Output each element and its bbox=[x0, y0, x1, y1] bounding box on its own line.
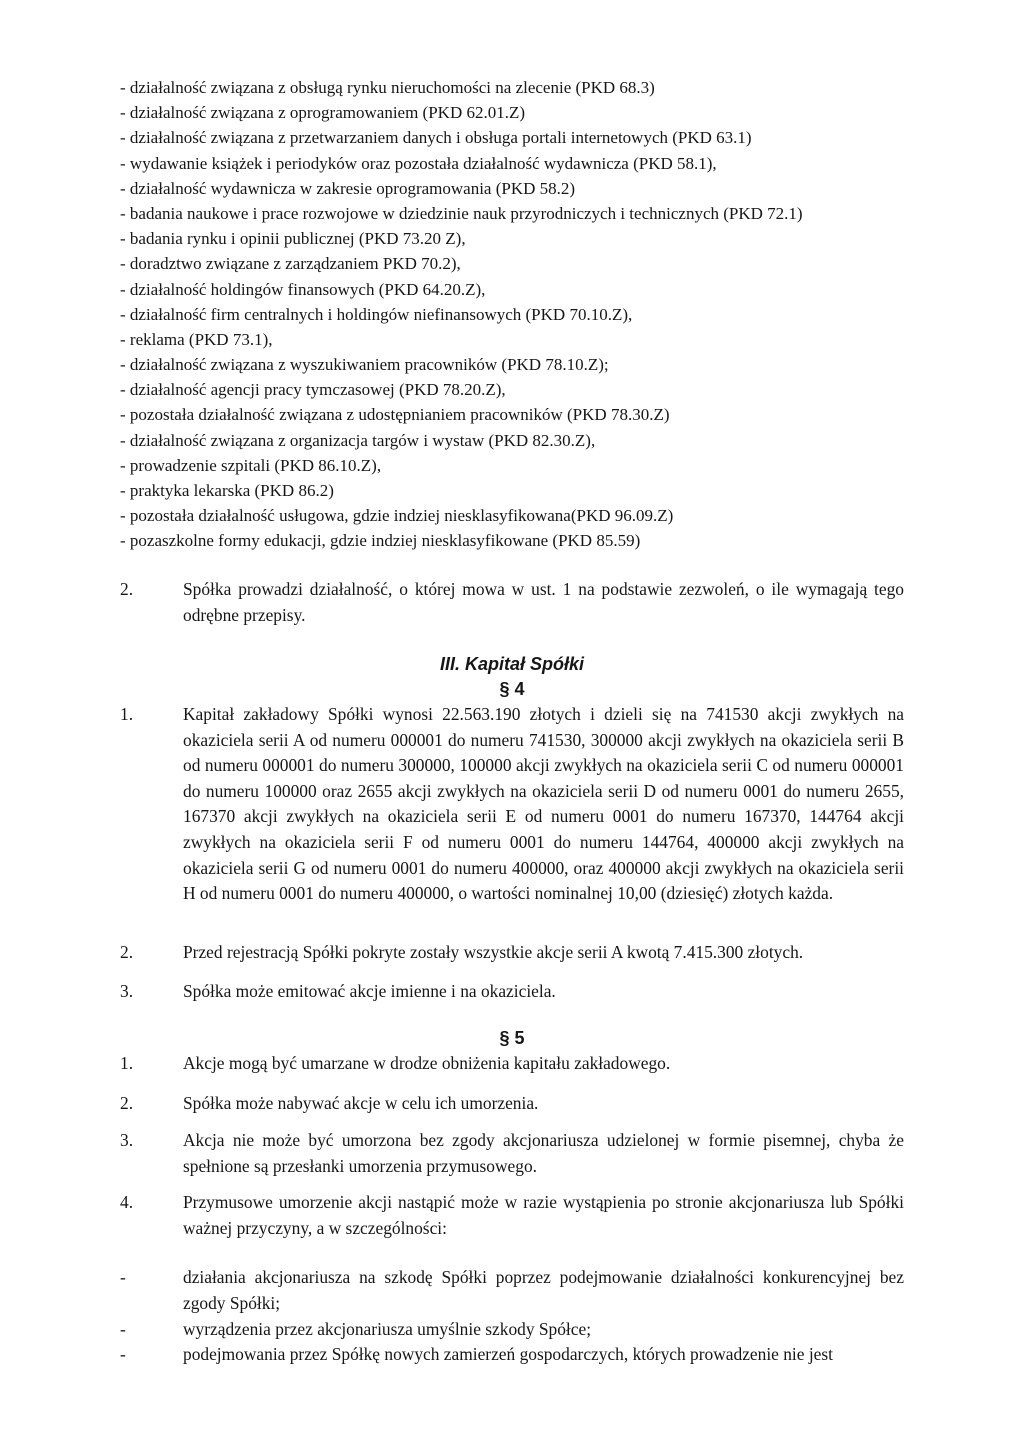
list-item: - działalność holdingów finansowych (PKD 64.20.Z), bbox=[120, 279, 486, 299]
list-item: - działalność związana z przetwarzaniem danych i obsługa portali internetowych (PKD 63.1) bbox=[120, 128, 752, 148]
list-item: - pozostała działalność usługowa, gdzie indziej niesklasyfikowana(PKD 96.09.Z) bbox=[120, 506, 674, 526]
item-number: 3. bbox=[120, 981, 134, 1001]
list-item: - doradztwo związane z zarządzaniem PKD 70.2), bbox=[120, 254, 461, 274]
list-item: - wydawanie książek i periodyków oraz pozostała działalność wydawnicza (PKD 58.1), bbox=[120, 153, 717, 173]
list-item: - działalność wydawnicza w zakresie oprogramowania (PKD 58.2) bbox=[120, 178, 576, 198]
paragraph-5-item-2 bbox=[120, 1091, 920, 1117]
item-number: 1. bbox=[120, 704, 134, 724]
pkd-activity-list bbox=[120, 75, 920, 554]
paragraph-5-bullet-1 bbox=[120, 1265, 920, 1316]
item-text: Spółka może emitować akcje imienne i na okaziciela. bbox=[183, 981, 556, 1001]
list-item: - działalność związana z oprogramowaniem (PKD 62.01.Z) bbox=[120, 103, 526, 123]
item-text: Kapitał zakładowy Spółki wynosi 22.563.190 złotych i dzieli się na 741530 akcji zwykłych na okaziciela serii A od numeru 000001 do numeru 741530, 300000 akcji zwykłych na okaziciela serii B od numeru 000001 do numeru 300000, 100000 akcji zwykłych na okaziciela serii C od numeru 000001 do numeru 100000 oraz 2655 akcji zwykłych na okaziciela serii D od numeru 0001 do numeru 2655, 167370 akcji zwykłych na okaziciela serii E od numeru 0001 do numeru 167370, 144764 akcji zwykłych na okaziciela serii F od numeru 0001 do numeru 144764, 400000 akcji zwykłych na okaziciela serii G od numeru 0001 do numeru 400000, oraz 400000 akcji zwykłych na okaziciela serii H od numeru 0001 do numeru 400000, o wartości nominalnej 10,00 (dziesięć) złotych każda. bbox=[183, 704, 904, 904]
bullet-text: podejmowania przez Spółkę nowych zamierzeń gospodarczych, których prowadzenie nie jest bbox=[183, 1344, 833, 1364]
section-title: III. Kapitał Spółki bbox=[439, 654, 585, 674]
list-item: - działalność związana z organizacja targów i wystaw (PKD 82.30.Z), bbox=[120, 430, 596, 450]
paragraph-5-bullet-2 bbox=[120, 1317, 920, 1343]
paragraph-5-item-4 bbox=[120, 1190, 920, 1241]
item-text: Akcja nie może być umorzona bez zgody akcjonariusza udzielonej w formie pisemnej, chyba że spełnione są przesłanki umorzenia przymusowego. bbox=[183, 1130, 904, 1176]
paragraph-4-item-3 bbox=[120, 979, 920, 1005]
list-item: - praktyka lekarska (PKD 86.2) bbox=[120, 481, 334, 500]
bullet-text: wyrządzenia przez akcjonariusza umyślnie szkody Spółce; bbox=[183, 1319, 592, 1339]
list-item: - pozaszkolne formy edukacji, gdzie indziej niesklasyfikowane (PKD 85.59) bbox=[120, 531, 641, 551]
list-item: - pozostała działalność związana z udostępnianiem pracowników (PKD 78.30.Z) bbox=[120, 405, 670, 425]
list-item: - badania naukowe i prace rozwojowe w dziedzinie nauk przyrodniczych i technicznych (PKD 72.1) bbox=[120, 203, 803, 223]
item-number: 2. bbox=[120, 942, 134, 962]
item-number: 2. bbox=[120, 579, 134, 599]
bullet-text: działania akcjonariusza na szkodę Spółki poprzez podejmowanie działalności konkurencyjnej bez zgody Spółki; bbox=[183, 1267, 904, 1313]
item-number: 2. bbox=[120, 1093, 134, 1113]
paragraph-4-label: § 4 bbox=[499, 679, 525, 699]
list-item: - działalność firm centralnych i holdingów niefinansowych (PKD 70.10.Z), bbox=[120, 304, 633, 324]
paragraph-5-item-3 bbox=[120, 1128, 920, 1179]
list-item: - prowadzenie szpitali (PKD 86.10.Z), bbox=[120, 455, 382, 475]
paragraph-5-label: § 5 bbox=[499, 1028, 525, 1048]
item-number: 4. bbox=[120, 1192, 134, 1212]
item-text: Spółka może nabywać akcje w celu ich umorzenia. bbox=[183, 1093, 539, 1113]
item-text: Przymusowe umorzenie akcji nastąpić może w razie wystąpienia po stronie akcjonariusza lub Spółki ważnej przyczyny, a w szczególności: bbox=[183, 1192, 904, 1238]
item-number: 1. bbox=[120, 1053, 134, 1073]
list-item: - działalność związana z obsługą rynku nieruchomości na zlecenie (PKD 68.3) bbox=[120, 78, 655, 97]
paragraph-3-item-2 bbox=[120, 577, 920, 628]
item-text: Przed rejestracją Spółki pokryte zostały wszystkie akcje serii A kwotą 7.415.300 złotych. bbox=[183, 942, 804, 962]
bullet-dash: - bbox=[120, 1344, 126, 1364]
list-item: - badania rynku i opinii publicznej (PKD 73.20 Z), bbox=[120, 229, 466, 249]
item-text: Akcje mogą być umarzane w drodze obniżenia kapitału zakładowego. bbox=[183, 1053, 671, 1073]
bullet-dash: - bbox=[120, 1267, 126, 1287]
list-item: - działalność agencji pracy tymczasowej (PKD 78.20.Z), bbox=[120, 380, 506, 400]
paragraph-4-item-1 bbox=[120, 702, 920, 907]
paragraph-4-item-2 bbox=[120, 940, 920, 966]
bullet-dash: - bbox=[120, 1319, 126, 1339]
list-item: - reklama (PKD 73.1), bbox=[120, 329, 273, 349]
item-text: Spółka prowadzi działalność, o której mowa w ust. 1 na podstawie zezwoleń, o ile wymagają tego odrębne przepisy. bbox=[183, 579, 904, 625]
paragraph-5-item-1 bbox=[120, 1051, 920, 1077]
paragraph-5-bullet-3 bbox=[120, 1342, 920, 1368]
item-number: 3. bbox=[120, 1130, 134, 1150]
list-item: - działalność związana z wyszukiwaniem pracowników (PKD 78.10.Z); bbox=[120, 355, 609, 375]
